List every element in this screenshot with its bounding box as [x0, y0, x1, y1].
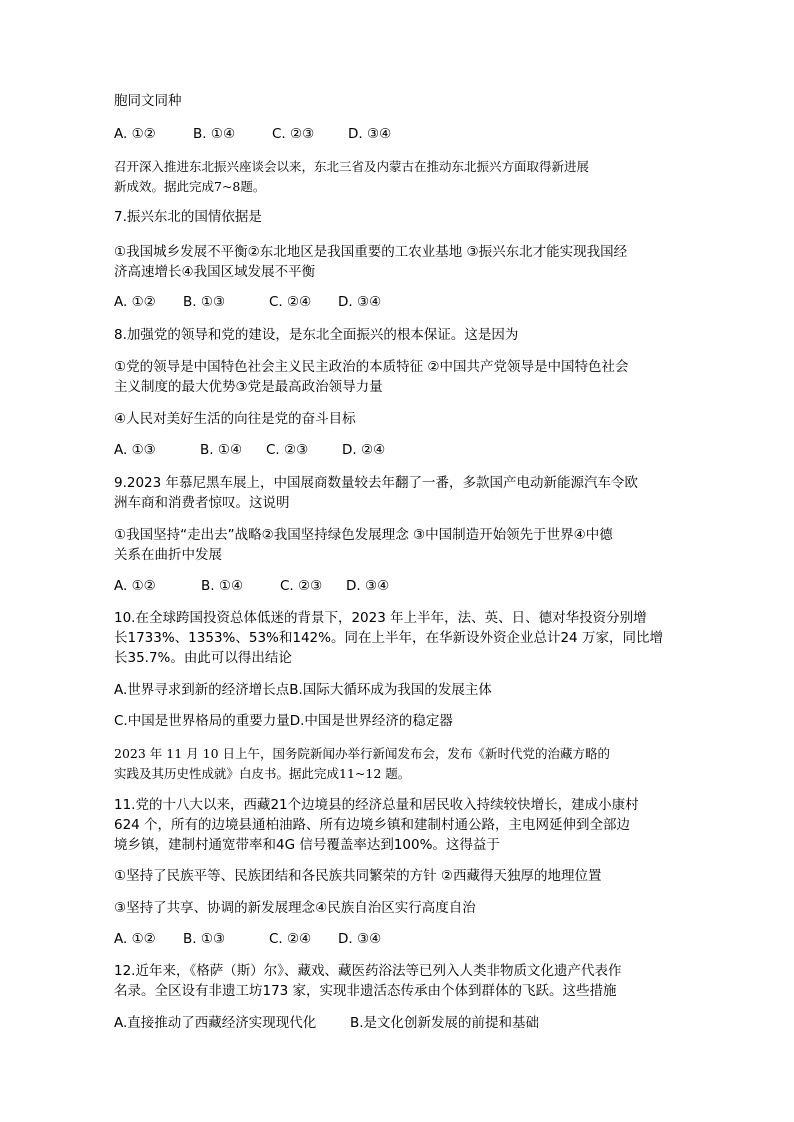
option-line: C.中国是世界格局的重要力量D.中国是世界经济的稳定器	[114, 713, 453, 729]
question-12: 12.近年来，《格萨（斯）尔》、藏戏、藏医药浴法等已列入人类非物质文化遗产代表作	[114, 963, 622, 979]
option-a: A.直接推动了西藏经济实现现代化	[114, 1015, 317, 1031]
statement-line: ①党的领导是中国特色社会主义民主政治的本质特征 ②中国共产党领导是中国特色社会	[114, 359, 629, 375]
option-c: C. ②④	[269, 294, 312, 310]
question-7: 7.振兴东北的国情依据是	[114, 209, 262, 225]
statement-line: ①我国城乡发展不平衡②东北地区是我国重要的工农业基地 ③振兴东北才能实现我国经	[114, 244, 628, 260]
option-c: C. ②③	[272, 126, 315, 142]
option-b: B. ①③	[183, 931, 226, 947]
option-b: B. ①③	[183, 294, 226, 310]
statement-line: ④人民对美好生活的向往是党的奋斗目标	[114, 411, 356, 427]
question-10: 长1733%、1353%、53%和142%。同在上半年，在华新设外资企业总计24 万家，同比增	[114, 630, 663, 646]
option-a: A. ①②	[114, 126, 156, 142]
option-d: D. ③④	[338, 294, 382, 310]
option-b: B.是文化创新发展的前提和基础	[350, 1015, 540, 1031]
answer-options-q7	[114, 292, 684, 313]
answer-options-q12	[114, 1013, 684, 1034]
question-11: 11.党的十八大以来，西藏21个边境县的经济总量和居民收入持续较快增长，建成小康村	[114, 797, 639, 813]
passage-intro: 实践及其历史性成就》白皮书。据此完成11~12 题。	[114, 766, 411, 781]
option-d: D. ②④	[342, 442, 386, 458]
question-9: 9.2023 年慕尼黑车展上，中国展商数量较去年翻了一番，多款国产电动新能源汽车令欧	[114, 475, 639, 491]
answer-options-q11	[114, 929, 684, 950]
option-line: A.世界寻求到新的经济增长点B.国际大循环成为我国的发展主体	[114, 682, 492, 698]
passage-intro: 召开深入推进东北振兴座谈会以来，东北三省及内蒙古在推动东北振兴方面取得新进展	[114, 159, 590, 174]
option-c: C. ②③	[266, 442, 309, 458]
option-a: A. ①②	[114, 578, 156, 594]
question-9: 洲车商和消费者惊叹。这说明	[114, 495, 290, 511]
question-12: 名录。全区设有非遗工坊173 家，实现非遗活态传承由个体到群体的飞跃。这些措施	[114, 983, 617, 999]
option-d: D. ③④	[338, 931, 382, 947]
option-b: B. ①④	[193, 126, 236, 142]
statement-line: ①坚持了民族平等、民族团结和各民族共同繁荣的方针 ②西藏得天独厚的地理位置	[114, 868, 602, 884]
option-d: D. ③④	[346, 578, 390, 594]
statement-line: ①我国坚持“走出去”战略②我国坚持绿色发展理念 ③中国制造开始领先于世界④中德	[114, 527, 613, 543]
option-b: B. ①④	[201, 578, 244, 594]
answer-options-q6	[114, 124, 684, 145]
statement-line: 关系在曲折中发展	[114, 547, 222, 563]
question-10: 10.在全球跨国投资总体低迷的背景下，2023 年上半年，法、英、日、德对华投资分别增	[114, 610, 647, 626]
question-8: 8.加强党的领导和党的建设，是东北全面振兴的根本保证。这是因为	[114, 327, 519, 343]
option-a: A. ①②	[114, 294, 156, 310]
question-11: 624 个，所有的边境县通柏油路、所有边境乡镇和建制村通公路，主电网延伸到全部边	[114, 817, 631, 833]
passage-intro: 新成效。据此完成7~8题。	[114, 179, 266, 194]
statement-line: ③坚持了共享、协调的新发展理念④民族自治区实行高度自治	[114, 900, 476, 916]
question-10: 长35.7%。由此可以得出结论	[114, 650, 292, 666]
option-c: C. ②③	[280, 578, 323, 594]
option-b: B. ①④	[200, 442, 243, 458]
question-11: 境乡镇，建制村通宽带率和4G 信号覆盖率达到100%。这得益于	[114, 837, 500, 853]
text-line: 胞同文同种	[114, 93, 182, 109]
statement-line: 济高速增长④我国区域发展不平衡	[114, 264, 316, 280]
option-a: A. ①③	[114, 442, 156, 458]
statement-line: 主义制度的最大优势③党是最高政治领导力量	[114, 379, 383, 395]
answer-options-q8	[114, 440, 684, 461]
answer-options-q9	[114, 576, 684, 597]
passage-intro: 2023 年 11 月 10 日上午，国务院新闻办举行新闻发布会，发布《新时代党的治藏方略的	[114, 746, 610, 761]
option-a: A. ①②	[114, 931, 156, 947]
option-c: C. ②④	[269, 931, 312, 947]
option-d: D. ③④	[348, 126, 392, 142]
